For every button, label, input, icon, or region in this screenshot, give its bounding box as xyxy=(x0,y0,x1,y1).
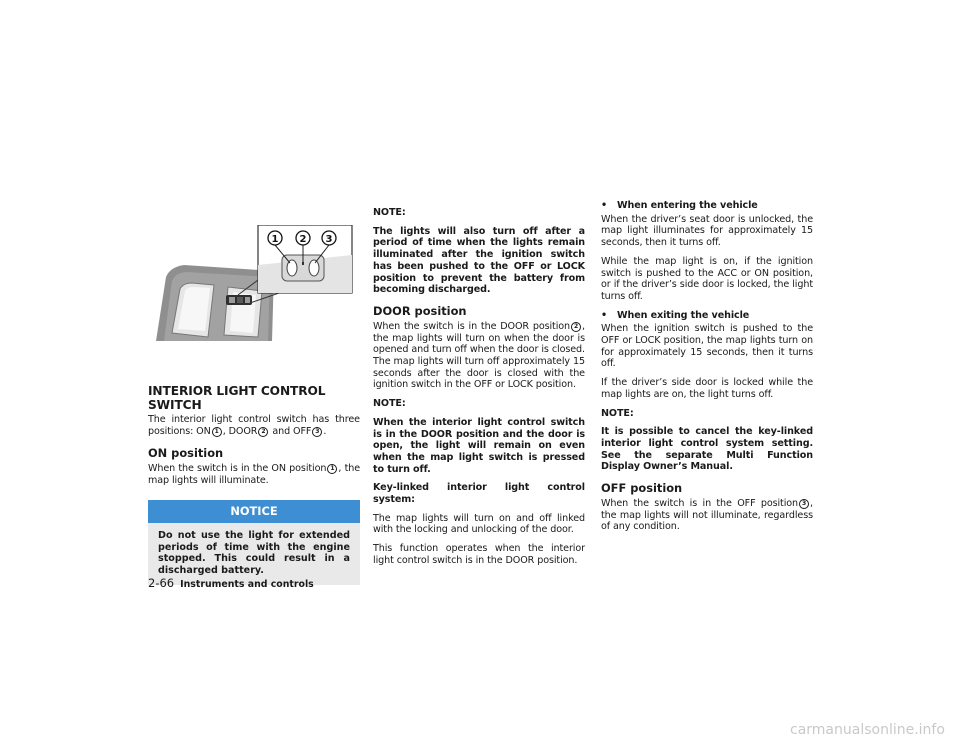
svg-text:3: 3 xyxy=(325,234,333,245)
note-label: NOTE: xyxy=(373,207,406,218)
watermark: carmanualsonline.info xyxy=(790,722,945,738)
callout-1 xyxy=(268,231,282,245)
callout-1-inline: 1 xyxy=(327,464,337,474)
note-label: NOTE: xyxy=(373,398,406,410)
bullet-mark: • xyxy=(601,200,608,211)
page-number: 2-66 xyxy=(148,576,175,590)
door-position-paragraph: When the switch is in the DOOR position 2 , the map lights will turn on when the door is opened and turn off when the door is closed. The map lights will turn off approximately 15 seconds after the door is closed with the ignition switch in the OFF or LOCK position. xyxy=(373,320,585,391)
note-text: When the interior light control switch is in the DOOR position and the door is open, the light will remain on even when the map light switch is pressed to turn off. xyxy=(373,416,585,475)
callout-2-inline: 2 xyxy=(571,322,581,332)
entering-paragraph: When the driver’s seat door is unlocked, the map light illuminates for approximately 15 seconds, then it turns off. xyxy=(601,213,813,249)
on-position-paragraph: When the switch is in the ON position 1 , the map lights will illuminate. xyxy=(148,463,361,487)
svg-text:2: 2 xyxy=(299,234,307,245)
right-column xyxy=(601,200,813,533)
bullet-mark: • xyxy=(601,309,608,321)
notice-text: Do not use the light for extended periods of time with the engine stopped. This could result in a discharged battery. xyxy=(158,529,350,576)
interior-light-figure xyxy=(154,225,360,341)
callout-3-inline: 3 xyxy=(312,427,322,437)
key-linked-paragraph: This function operates when the interior light control switch is in the DOOR position. xyxy=(373,543,585,566)
page-footer xyxy=(148,576,314,590)
notice-label: NOTICE xyxy=(148,500,360,523)
notice-box xyxy=(148,500,360,585)
svg-text:1: 1 xyxy=(271,234,279,245)
key-linked-paragraph: The map lights will turn on and off linked with the locking and unlocking of the door. xyxy=(373,512,585,536)
door-position-heading: DOOR position xyxy=(373,303,467,318)
key-linked-heading: Key-linked interior light control system: xyxy=(373,482,585,506)
callout-2 xyxy=(296,231,310,245)
callout-3 xyxy=(322,231,336,245)
middle-column xyxy=(373,207,585,567)
exiting-paragraph: If the driver’s side door is locked while the map lights are on, the light turns off. xyxy=(601,377,813,400)
exiting-paragraph: When the ignition switch is pushed to the OFF or LOCK position, the map lights turn on for approximately 15 seconds, then it turns off. xyxy=(601,323,813,370)
bullet-heading: • When exiting the vehicle xyxy=(601,309,750,321)
note-text: The lights will also turn off after a period of time when the lights remain illuminated after the ignition switch has been pushed to the OFF or LOCK position to prevent the battery from becoming discharged. xyxy=(373,225,585,296)
note-label: NOTE: xyxy=(601,407,634,419)
callout-2-inline: 2 xyxy=(258,427,268,437)
intro-paragraph: The interior light control switch has three positions: ON 1 , DOOR 2 and OFF 3 . xyxy=(148,414,360,437)
section-heading: INTERIOR LIGHT CONTROL SWITCH xyxy=(148,384,326,412)
entering-paragraph: While the map light is on, if the ignition switch is pushed to the ACC or ON position, or if the driver’s side door is locked, the light turns off. xyxy=(601,255,813,302)
section-name: Instruments and controls xyxy=(180,579,314,590)
callout-3-inline: 3 xyxy=(799,499,809,509)
callout-1-inline: 1 xyxy=(212,427,222,437)
bullet-heading: • When entering the vehicle xyxy=(601,200,758,211)
off-position-paragraph: When the switch is in the OFF position 3 , the map lights will not illuminate, regardless of any condition. xyxy=(601,498,813,533)
on-position-heading: ON position xyxy=(148,446,224,461)
off-position-heading: OFF position xyxy=(601,481,683,496)
note-text: It is possible to cancel the key-linked interior light control system setting. See the separate Multi Function Display Owner’s Manual. xyxy=(601,426,813,473)
